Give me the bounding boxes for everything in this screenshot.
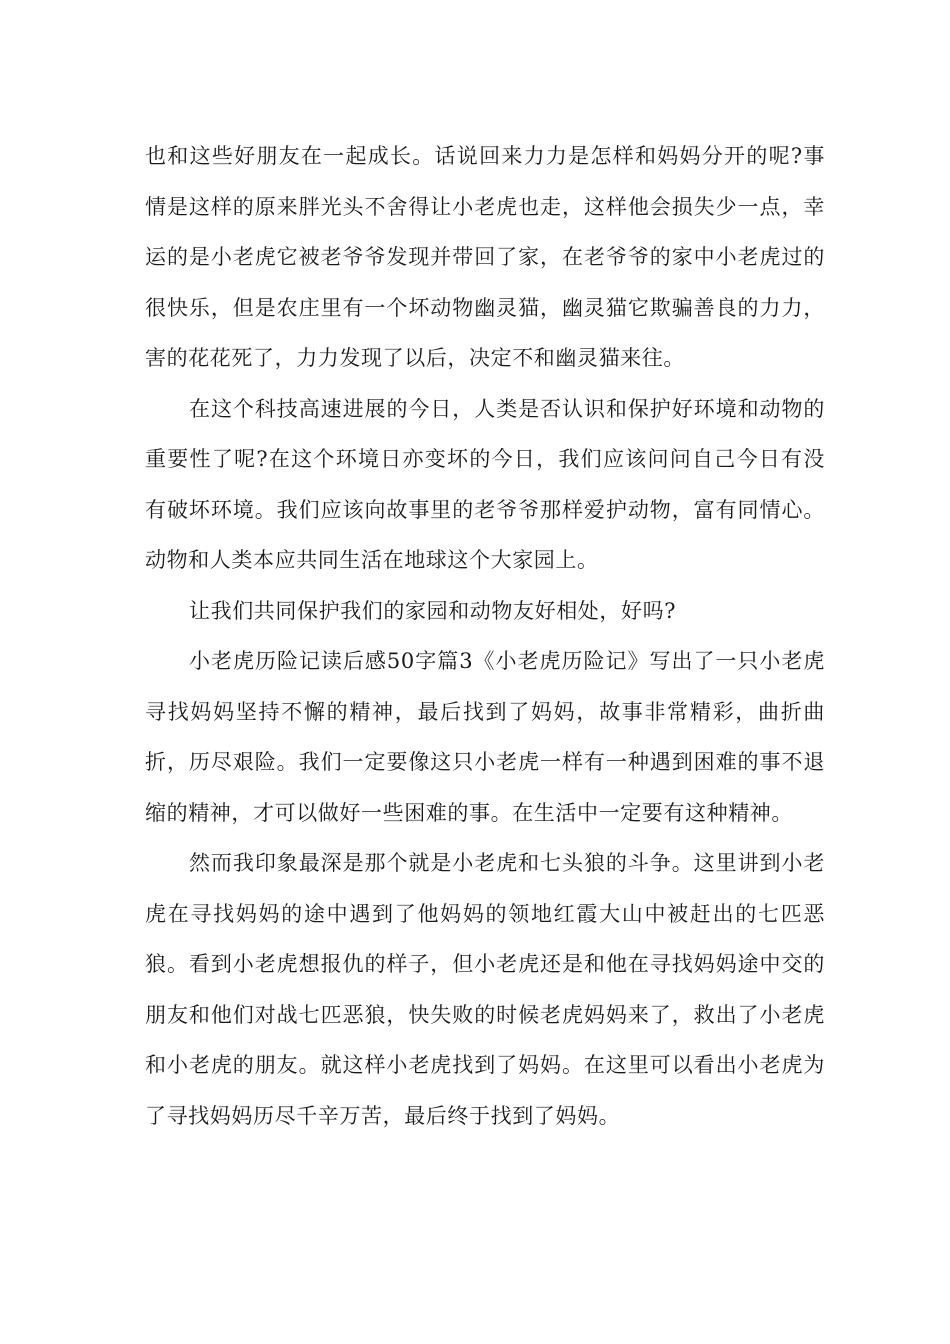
paragraph-4: 小老虎历险记读后感50字篇3《小老虎历险记》写出了一只小老虎寻找妈妈坚持不懈的精神，最后找到了妈妈，故事非常精彩，曲折曲折，历尽艰险。我们一定要像这只小老虎一样有一种遇到困难的事不退缩的精神，才可以做好一些困难的事。在生活中一定要有这种精神。 <box>145 649 825 825</box>
paragraph-2: 在这个科技高速进展的今日，人类是否认识和保护好环境和动物的重要性了呢?在这个环境日亦变坏的今日，我们应该问问自己今日有没有破坏环境。我们应该向故事里的老爷爷那样爱护动物，富有同情心。动物和人类本应共同生活在地球这个大家园上。 <box>145 396 825 572</box>
paragraph-5: 然而我印象最深是那个就是小老虎和七头狼的斗争。这里讲到小老虎在寻找妈妈的途中遇到了他妈妈的领地红霞大山中被赶出的七匹恶狼。看到小老虎想报仇的样子，但小老虎还是和他在寻找妈妈途中交的朋友和他们对战七匹恶狼，快失败的时候老虎妈妈来了，救出了小老虎和小老虎的朋友。就这样小老虎找到了妈妈。在这里可以看出小老虎为了寻找妈妈历尽千辛万苦，最后终于找到了妈妈。 <box>145 851 825 1128</box>
paragraph-1: 也和这些好朋友在一起成长。话说回来力力是怎样和妈妈分开的呢?事情是这样的原来胖光头不舍得让小老虎也走，这样他会损失少一点，幸运的是小老虎它被老爷爷发现并带回了家，在老爷爷的家中小老虎过的很快乐，但是农庄里有一个坏动物幽灵猫，幽灵猫它欺骗善良的力力，害的花花死了，力力发现了以后，决定不和幽灵猫来往。 <box>145 144 825 370</box>
paragraph-3: 让我们共同保护我们的家园和动物友好相处，好吗? <box>189 598 677 623</box>
document-body <box>145 131 825 1141</box>
